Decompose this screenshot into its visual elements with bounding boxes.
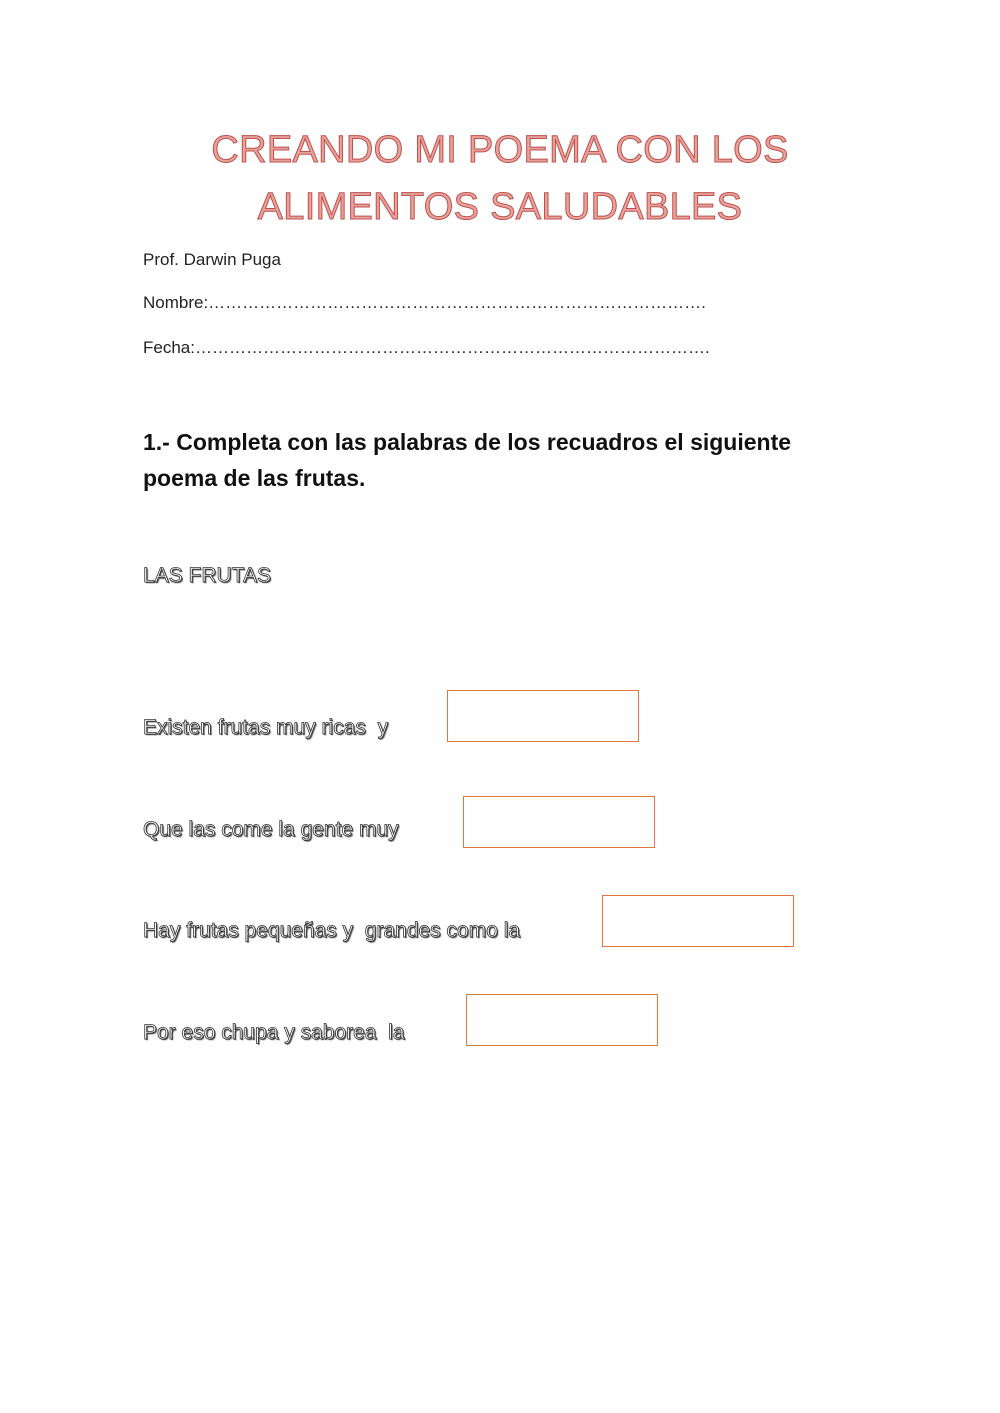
answer-box-3[interactable] (602, 895, 794, 947)
poem-verse-1: Existen frutas muy ricas y (143, 716, 389, 739)
answer-box-4[interactable] (466, 994, 658, 1046)
answer-box-1[interactable] (447, 690, 639, 742)
name-field: Nombre:……………………………………………………………………………. (143, 293, 706, 312)
poem-verse-2: Que las come la gente muy (143, 818, 399, 841)
poem-verse-4: Por eso chupa y saborea la (143, 1021, 405, 1044)
poem-verse-3: Hay frutas pequeñas y grandes como la (143, 919, 521, 942)
title-line-1: CREANDO MI POEMA CON LOS (211, 129, 789, 171)
answer-box-2[interactable] (463, 796, 655, 848)
page-title (0, 122, 1000, 236)
poem-title: LAS FRUTAS (143, 564, 271, 587)
title-line-2: ALIMENTOS SALUDABLES (257, 186, 743, 228)
question-instruction: 1.- Completa con las palabras de los recuadros el siguiente poema de las frutas. (143, 429, 792, 491)
author-label: Prof. Darwin Puga (143, 250, 281, 269)
date-field: Fecha:………………………………………………………………………………. (143, 338, 710, 357)
